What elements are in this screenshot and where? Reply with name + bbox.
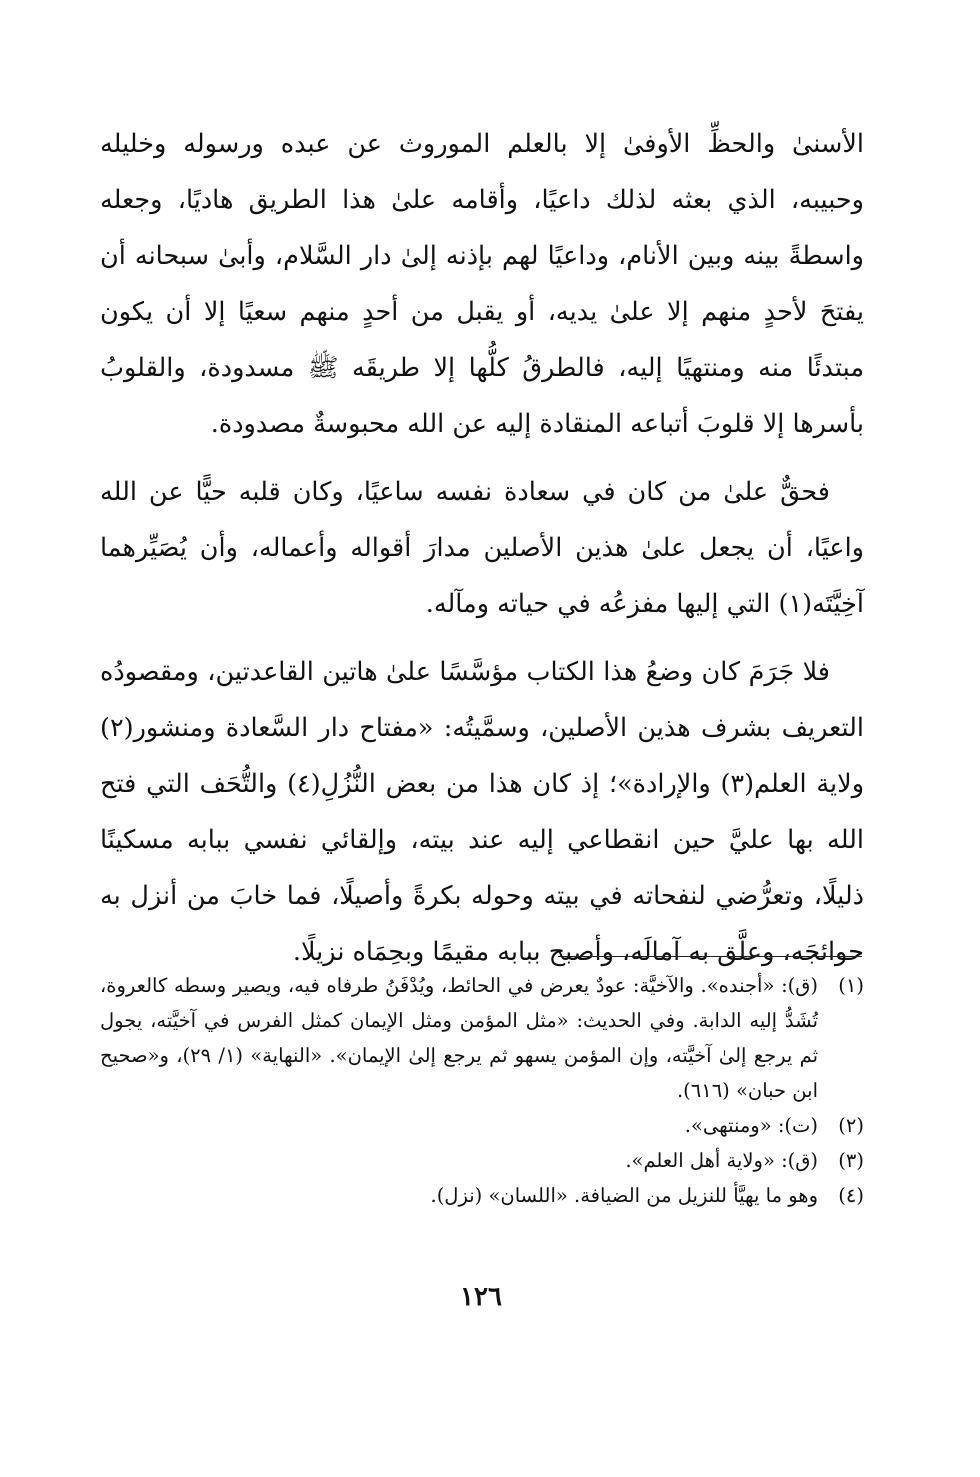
paragraph-1: الأسنىٰ والحظِّ الأوفىٰ إلا بالعلم الموروث عن عبده ورسوله وخليله وحبيبه، الذي بعثه لذلك داعيًا، وأقامه علىٰ هذا الطريق هاديًا، وجعله واسطةً بينه وبين الأنام، وداعيًا لهم بإذنه إلىٰ دار السَّلام، وأبىٰ سبحانه أن يفتحَ لأحدٍ منهم إلا علىٰ يديه، أو يقبل من أحدٍ منهم سعيًا إلا أن يكون مبتدئًا منه ومنتهيًا إليه، فالطرقُ كلُّها إلا طريقَه ﷺ مسدودة، والقلوبُ بأسرها إلا قلوبَ أتباعه المنقادة إليه عن الله محبوسةٌ مصدودة. [100,129,864,439]
footnote-1 [100,968,864,1108]
footnote-text: (ق): «أجنده». والآخيَّة: عودٌ يعرض في الحائط، ويُدْفَنُ طرفاه فيه، ويصير وسطه كالعروة، تُشَدُّ إليه الدابة. وفي الحديث: «مثل المؤمن ومثل الإيمان كمثل الفرس في آخيَّته، يجول ثم يرجع إلىٰ آخيَّته، وإن المؤمن يسهو ثم يرجع إلىٰ الإيمان». «النهاية» (١/ ٢٩)، و«صحيح ابن حبان» (٦١٦). [100,974,818,1102]
paragraph-2: فحقٌّ علىٰ من كان في سعادة نفسه ساعيًا، وكان قلبه حيًّا عن الله واعيًا، أن يجعل علىٰ هذين الأصلين مدارَ أقواله وأعماله، وأن يُصَيِّرهما آخِيَّتَه(١) التي إليها مفزعُه في حياته ومآله. [100,477,864,619]
footnote-number: (٤) [838,1184,864,1207]
footnote-text: (ت): «ومنتهى». [684,1114,818,1137]
footnote-number: (٢) [838,1114,864,1137]
paragraph-3: فلا جَرَمَ كان وضعُ هذا الكتاب مؤسَّسًا علىٰ هاتين القاعدتين، ومقصودُه التعريف بشرف هذين الأصلين، وسمَّيتُه: «مفتاح دار السَّعادة ومنشور(٢) ولاية العلم(٣) والإرادة»؛ إذ كان هذا من بعض النُّزُلِ(٤) والتُّحَف التي فتح الله بها عليَّ حين انقطاعي إليه عند بيته، وإلقائي نفسي ببابه مسكينًا ذليلًا، وتعرُّضي لنفحاته في بيته وحوله بكرةً وأصيلًا، فما خابَ من أنزل به حوائجَه، وعلَّق به آمالَه، وأصبح ببابه مقيمًا وبحِمَاه نزيلًا. [100,657,865,967]
footnote-number: (١) [838,974,864,997]
footnote-2 [100,1108,864,1143]
footnote-3 [100,1143,864,1178]
footnote-text: وهو ما يهيَّأ للنزيل من الضيافة. «اللسان» (نزل). [430,1184,818,1207]
footnote-separator [558,956,862,957]
main-text [100,116,864,992]
page-number: ١٢٦ [460,1282,502,1312]
footnote-number: (٣) [838,1149,864,1172]
footnotes [100,968,864,1213]
footnote-text: (ق): «ولاية أهل العلم». [625,1149,818,1172]
footnote-4 [100,1178,864,1213]
